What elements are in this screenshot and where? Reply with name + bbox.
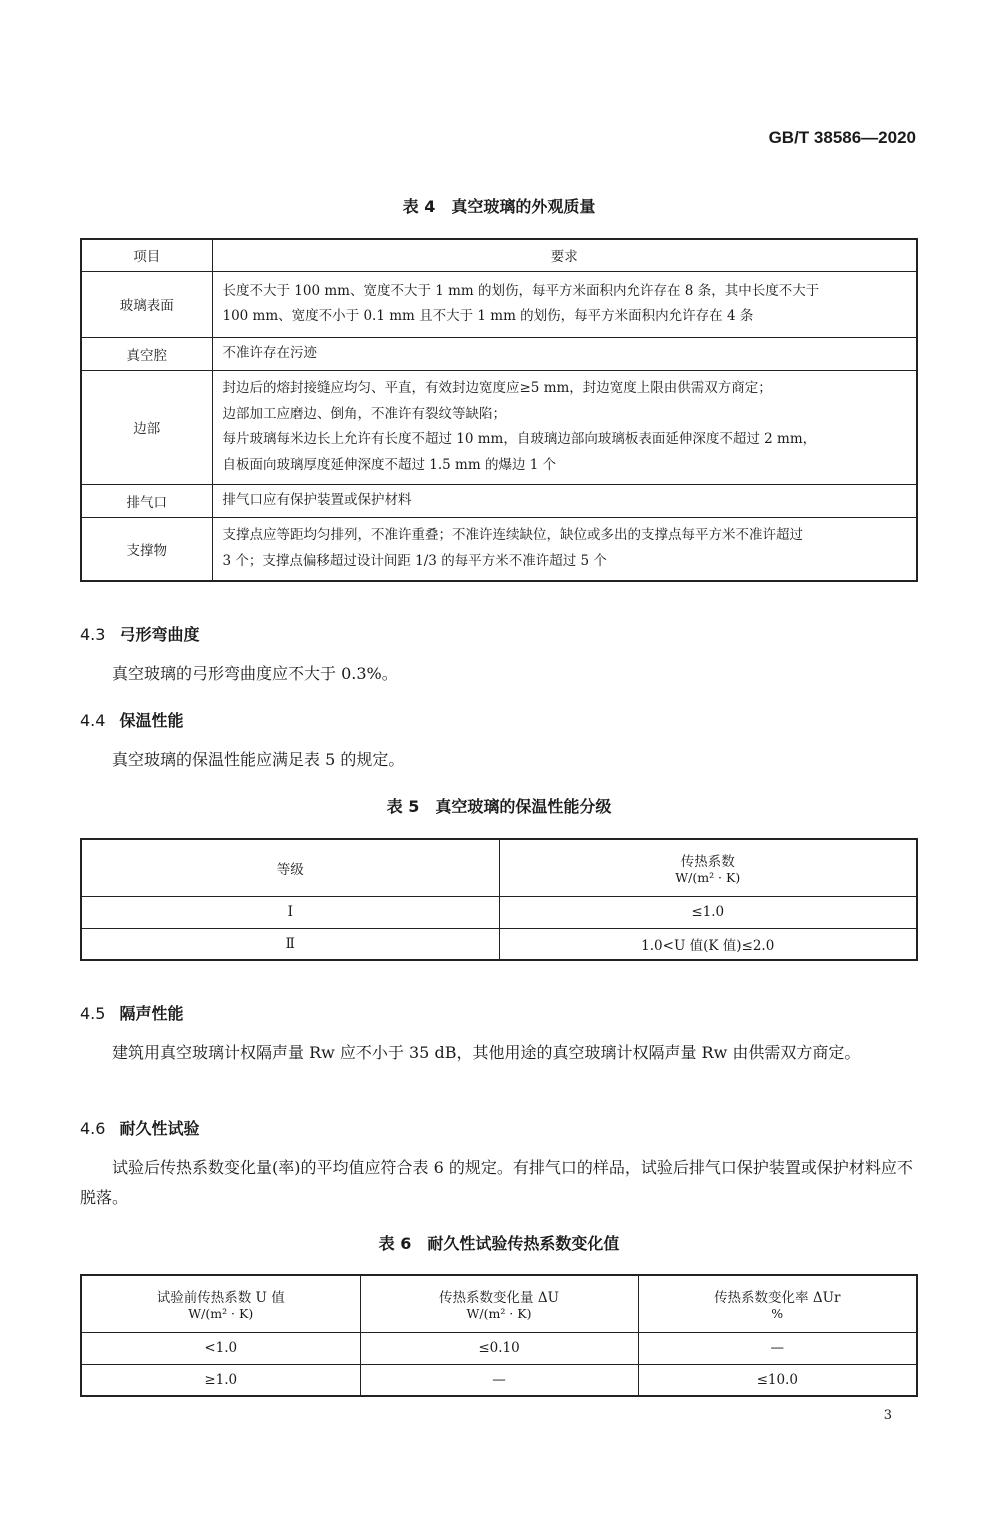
row-item: 玻璃表面 [81, 271, 212, 337]
section-4-6-heading [80, 1116, 199, 1139]
req-line: 长度不大于 100 mm、宽度不大于 1 mm 的划伤，每平方米面积内允许存在 8 条，其中长度不大于 [222, 282, 820, 299]
col-unit: W/(m² · K) [188, 1306, 254, 1322]
section-title: 耐久性试验 [119, 1119, 200, 1138]
row-req [212, 484, 917, 517]
row-req [212, 337, 917, 370]
grade-cell: Ⅱ [81, 928, 499, 960]
table-cell: — [360, 1364, 638, 1396]
section-number: 4.5 [80, 1004, 106, 1023]
row-req [212, 517, 917, 581]
table-row [81, 271, 917, 337]
row-item: 排气口 [81, 484, 212, 517]
col-unit: % [771, 1306, 784, 1322]
col-unit: W/(m² · K) [466, 1306, 532, 1322]
section-4-3-text: 真空玻璃的弓形弯曲度应不大于 0.3%。 [112, 664, 398, 683]
table6-col-delta-ur [638, 1275, 917, 1332]
col-label: 试验前传热系数 U 值 [156, 1290, 285, 1307]
table4-col-req: 要求 [212, 239, 917, 271]
table-cell: <1.0 [81, 1332, 360, 1364]
section-title: 隔声性能 [119, 1004, 184, 1023]
row-item: 支撑物 [81, 517, 212, 581]
table-cell: ≤10.0 [638, 1364, 917, 1396]
page-number: 3 [883, 1408, 892, 1423]
req-line: 排气口应有保护装置或保护材料 [222, 491, 412, 508]
table5-col-u [499, 839, 917, 896]
req-line: 边部加工应磨边、倒角，不准许有裂纹等缺陷； [222, 405, 506, 422]
table4-col-item: 项目 [81, 239, 212, 271]
table5-caption [80, 794, 918, 817]
row-req [212, 271, 917, 337]
col-label: 传热系数变化率 ΔUr [714, 1290, 841, 1307]
req-line: 不准许存在污迹 [222, 344, 317, 361]
table5-title: 真空玻璃的保温性能分级 [435, 797, 612, 816]
section-4-6-text: 试验后传热系数变化量(率)的平均值应符合表 6 的规定。有排气口的样品，试验后排气口保护装置或保护材料应不脱落。 [80, 1158, 913, 1207]
section-4-3-heading [80, 622, 199, 645]
table5 [80, 838, 918, 961]
table-row [81, 337, 917, 370]
req-line: 自板面向玻璃厚度延伸深度不超过 1.5 mm 的爆边 1 个 [222, 456, 557, 473]
row-item: 真空腔 [81, 337, 212, 370]
row-item: 边部 [81, 370, 212, 484]
value-cell: ≤1.0 [499, 896, 917, 928]
table5-number: 表 5 [386, 797, 420, 816]
table6 [80, 1274, 918, 1397]
table4-caption [80, 194, 918, 217]
col-u-label: 传热系数 [680, 854, 735, 871]
col-u-unit: W/(m² · K) [675, 870, 741, 886]
req-line: 支撑点应等距均匀排列，不准许重叠；不准许连续缺位，缺位或多出的支撑点每平方米不准许超过 [222, 527, 803, 544]
table-cell: — [638, 1332, 917, 1364]
section-title: 弓形弯曲度 [119, 625, 200, 644]
req-line: 每片玻璃每米边长上允许有长度不超过 10 mm，自玻璃边部向玻璃板表面延伸深度不超过 2 mm， [222, 431, 817, 447]
table-row [81, 1332, 917, 1364]
table-row [81, 1364, 917, 1396]
table6-title: 耐久性试验传热系数变化值 [427, 1234, 620, 1253]
grade-cell: Ⅰ [81, 896, 499, 928]
row-req [212, 370, 917, 484]
table-cell: ≥1.0 [81, 1364, 360, 1396]
table-row [81, 928, 917, 960]
section-4-5-heading [80, 1001, 183, 1024]
table-row [81, 484, 917, 517]
section-title: 保温性能 [119, 711, 184, 730]
table-header-row [81, 239, 917, 271]
table-cell: ≤0.10 [360, 1332, 638, 1364]
table4-title: 真空玻璃的外观质量 [451, 197, 596, 216]
section-4-4-heading [80, 708, 183, 731]
table-header-row [81, 1275, 917, 1332]
req-line: 3 个；支撑点偏移超过设计间距 1/3 的每平方米不准许超过 5 个 [222, 552, 607, 569]
table-row [81, 517, 917, 581]
standard-number: GB/T 38586—2020 [768, 128, 916, 147]
table4 [80, 238, 918, 582]
table6-col-u-before [81, 1275, 360, 1332]
table6-col-delta-u [360, 1275, 638, 1332]
table6-number: 表 6 [378, 1234, 412, 1253]
table5-col-grade: 等级 [81, 839, 499, 896]
table4-number: 表 4 [402, 197, 436, 216]
section-4-4-text: 真空玻璃的保温性能应满足表 5 的规定。 [112, 750, 405, 769]
value-cell: 1.0<U 值(K 值)≤2.0 [499, 928, 917, 960]
req-line: 100 mm、宽度不小于 0.1 mm 且不大于 1 mm 的划伤，每平方米面积内允许存在 4 条 [222, 308, 754, 324]
table-row [81, 370, 917, 484]
section-number: 4.4 [80, 711, 106, 730]
section-number: 4.6 [80, 1119, 106, 1138]
section-number: 4.3 [80, 625, 106, 644]
table-header-row [81, 839, 917, 896]
section-4-5-text: 建筑用真空玻璃计权隔声量 Rw 应不小于 35 dB，其他用途的真空玻璃计权隔声量 Rw 由供需双方商定。 [112, 1043, 861, 1062]
table6-caption [80, 1231, 918, 1254]
req-line: 封边后的熔封接缝应均匀、平直，有效封边宽度应≥5 mm，封边宽度上限由供需双方商定； [222, 380, 772, 396]
col-label: 传热系数变化量 ΔU [439, 1290, 559, 1307]
table-row [81, 896, 917, 928]
